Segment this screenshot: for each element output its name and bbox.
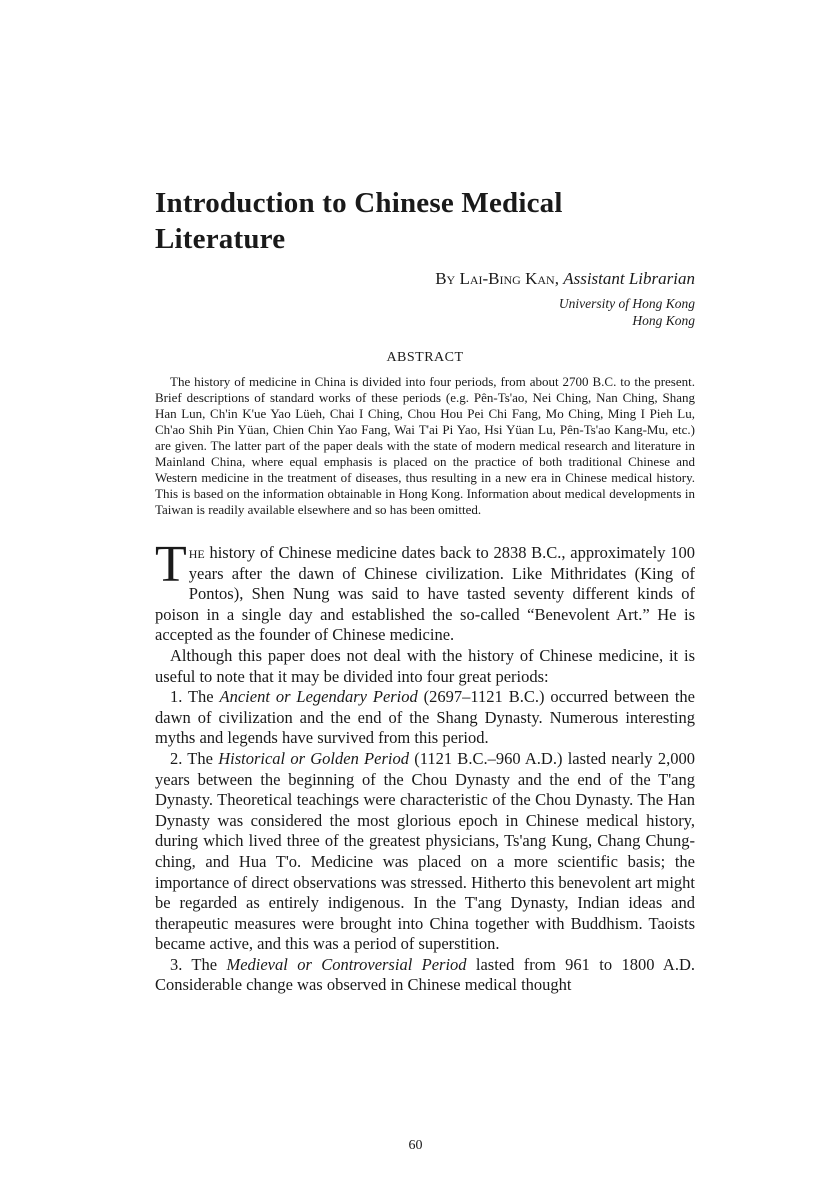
article-title: Introduction to Chinese Medical Literature: [155, 187, 563, 255]
author-name: Lai-Bing Kan,: [459, 269, 559, 288]
abstract-text: The history of medicine in China is divided into four periods, from about 2700 B.C. to the present. Brief descriptions of standard works of these periods (e.g. Pên-Ts'ao, Nei Ching, Nan Ching, Shang Han Lun, Ch'in K'ue Yao Lüeh, Chai I Ching, Chou Hou Pei Chi Fang, Mo Ching, Ming I Pieh Lu, Ch'ao Shih Pin Yüan, Chien Chin Yao Fang, Wai T'ai Pi Yao, Hsi Yüan Lu, Pên-Ts'ao Kang-Mu, etc.) are given. The latter part of the paper deals with the state of modern medical research and literature in Mainland China, where equal emphasis is placed on the practice of both traditional Chinese and Western medicine in the treatment of diseases, thus resulting in a new era in Chinese medical history. This is based on the information obtainable in Hong Kong. Information about medical developments in Taiwan is readily available elsewhere and so has been omitted.: [155, 374, 695, 517]
paragraph-2: Although this paper does not deal with the history of Chinese medicine, it is useful to note that it may be divided into four great periods:: [155, 645, 695, 686]
page-number: 60: [408, 1138, 423, 1153]
byline: [155, 269, 695, 289]
list-number-3: 3. The: [170, 954, 227, 974]
period-name-medieval: Medieval or Controversial Period: [226, 954, 467, 974]
drop-cap: T: [155, 536, 187, 593]
list-number-1: 1. The: [170, 687, 220, 707]
article-body: [155, 536, 695, 996]
paragraph-3-text: (2697–1121 B.C.) occurred between the dawn of civilization and the end of the Shang Dynasty. Numerous interesting myths and legends have survived from this period.: [155, 687, 695, 748]
paragraph-1: [155, 536, 695, 646]
affiliation-location: Hong Kong: [632, 313, 695, 328]
byline-prefix: By: [435, 269, 456, 288]
article: [155, 185, 695, 996]
affiliation: [155, 295, 695, 329]
paragraph-5-text: lasted from 961 to 1800 A.D. Considerable change was observed in Chinese medical thought: [155, 954, 695, 995]
affiliation-institution: University of Hong Kong: [558, 296, 695, 311]
paragraph-3: [155, 687, 695, 749]
paragraph-1-text: history of Chinese medicine dates back to 2838 B.C., approximately 100 years after the dawn of Chinese civilization. Like Mithridates (King of Pontos), Shen Nung was said to have tasted seventy different kinds of poison in a single day and established the so-called “Benevolent Art.” He is accepted as the founder of Chinese medicine.: [155, 543, 695, 645]
abstract-heading: ABSTRACT: [386, 350, 464, 365]
paragraph-4: [155, 749, 695, 955]
author-role: Assistant Librarian: [563, 269, 695, 288]
first-word: he: [188, 543, 205, 562]
paragraph-5: [155, 955, 695, 996]
period-name-ancient: Ancient or Legendary Period: [219, 687, 418, 707]
period-name-historical: Historical or Golden Period: [218, 748, 409, 768]
list-number-2: 2. The: [170, 748, 219, 768]
paragraph-4-text: (1121 B.C.–960 A.D.) lasted nearly 2,000 years between the beginning of the Chou Dynasty and the end of the T'ang Dynasty. Theoretical teachings were characteristic of the Chou Dynasty. The Han Dynasty was considered the most glorious epoch in Chinese medical history, during which lived three of the greatest physicians, Ts'ang Kung, Chang Chung-ching, and Hua T'o. Medicine was placed on a more scientific basis; the importance of direct observations was stressed. Hitherto this benevolent art might be regarded as entirely indigenous. In the T'ang Dynasty, Indian ideas and therapeutic measures were brought into China together with Buddhism. Taoists became active, and this was a period of superstition.: [155, 748, 695, 954]
